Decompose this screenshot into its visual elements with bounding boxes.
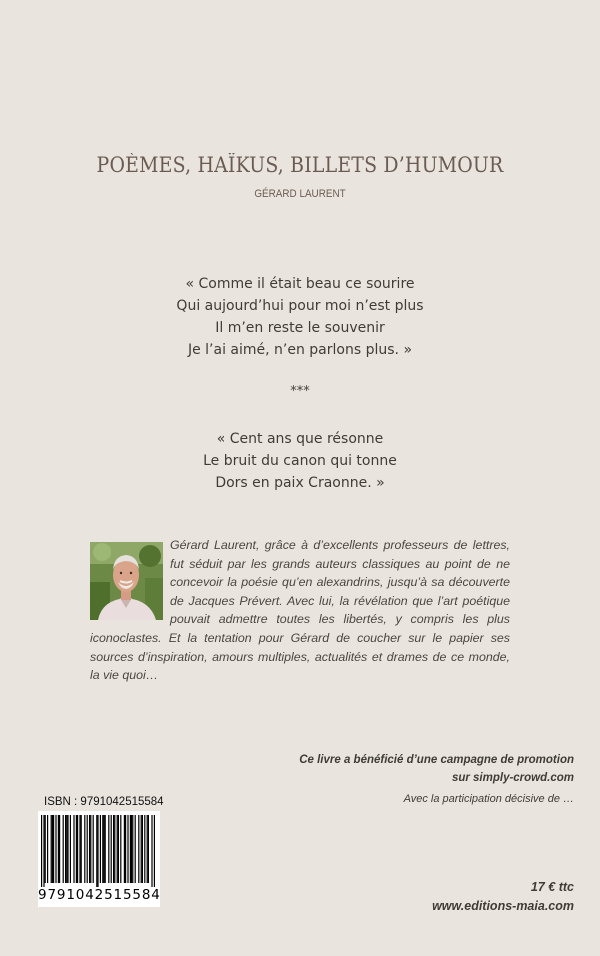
isbn-label: ISBN : 9791042515584 [44,796,164,808]
barcode-bar [55,815,56,883]
section-separator: *** [290,384,310,399]
barcode-bar [76,815,77,883]
barcode-bar [67,815,68,883]
barcode-bar [96,815,97,887]
participation-note: Avec la participation décisive de … [403,793,574,805]
barcode-bar [59,815,60,883]
barcode-digit: 1 [66,887,75,903]
barcode-bar [63,815,64,883]
barcode-bar [52,815,53,883]
barcode-digit: 8 [141,887,151,903]
barcode-bar [148,815,149,883]
poem-haiku [0,428,600,494]
barcode-bar [108,815,109,883]
barcode-bar [103,815,104,883]
barcode-bar [117,815,118,883]
barcode-digit: 5 [122,887,132,903]
barcode-icon [38,811,160,887]
poem-line: Dors en paix Craonne. » [215,475,385,491]
barcode-bar [141,815,142,883]
barcode-bar [100,815,101,883]
barcode-bar [89,815,90,883]
poem-line: « Comme il était beau ce sourire [185,276,415,292]
barcode-bar [43,815,44,887]
barcode-bar [66,815,67,883]
barcode-bar [47,815,48,883]
barcode-bar [132,815,133,883]
poem-line: Je l’ai aimé, n’en parlons plus. » [187,342,413,358]
poem-line: Qui aujourd’hui pour moi n’est plus [176,298,424,314]
poem-line: Il m’en reste le souvenir [215,320,385,336]
promotion-site: sur simply-crowd.com [451,772,574,784]
barcode-digit: 0 [75,887,85,903]
author-biography [90,536,510,685]
barcode-bar [102,815,103,883]
barcode-bar [79,815,80,883]
barcode-digit: 1 [113,887,123,903]
barcode-bar [41,815,42,887]
barcode-bar [124,815,125,883]
barcode-digit: 9 [56,887,66,903]
barcode-bar [118,815,119,883]
poem-quatrain [0,273,600,361]
publisher-website: www.editions-maia.com [432,899,574,913]
price: 17 € ttc [530,880,574,894]
barcode-bar [114,815,115,883]
barcode-bar [113,815,114,883]
barcode-bar [45,815,46,883]
promotion-notice [299,751,574,787]
barcode-bar [105,815,106,883]
barcode [38,811,160,907]
barcode-bar [58,815,59,883]
barcode-bar [135,815,136,883]
barcode-digits [38,887,160,903]
promotion-line: Ce livre a bénéficié d’une campagne de promotion [299,754,574,766]
barcode-bar [53,815,54,883]
poem-line: « Cent ans que résonne [216,431,384,447]
barcode-bar [111,815,112,883]
barcode-bar [90,815,91,883]
barcode-bar [120,815,121,883]
barcode-bar [131,815,132,883]
barcode-bar [144,815,145,883]
barcode-digit: 4 [85,887,94,903]
barcode-bar [73,815,74,883]
barcode-bar [151,815,152,887]
barcode-bar [65,815,66,883]
barcode-digit: 7 [47,887,57,903]
book-title: POÈMES, HAÏKUS, BILLETS D’HUMOUR [96,153,504,177]
barcode-bar [70,815,71,883]
book-author: GÉRARD LAURENT [254,188,346,200]
barcode-bar [84,815,85,883]
poem-line: Le bruit du canon qui tonne [203,453,397,469]
barcode-bar [81,815,82,883]
barcode-bar [87,815,88,883]
barcode-bar [127,815,128,883]
barcode-digit: 2 [94,887,104,903]
barcode-bar [93,815,94,883]
barcode-bar [147,815,148,883]
barcode-bar [142,815,143,883]
barcode-bar [130,815,131,883]
biography-text: Gérard Laurent, grâce à d’excellents professeurs de lettres, fut séduit par les grands auteurs classiques au point de ne concevoir la poésie qu’en alexandrins, jusqu’à sa découverte de Jacques Prévert. Avec lui, la révélation que l’art poétique pouvait admettre toutes les libertés, y compris les plus iconoclastes. Et la tentation pour Gérard de coucher sur le papier ses sources d’inspiration, amours multiples, actualités et drames de ce monde, la vie quoi… [90,538,510,683]
barcode-digit: 9 [38,887,47,903]
barcode-bar [125,815,126,883]
barcode-bar [97,815,98,887]
barcode-digit: 4 [151,887,160,903]
barcode-bar [138,815,139,883]
barcode-bar [51,815,52,883]
barcode-bar [154,815,155,887]
barcode-digit: 5 [132,887,141,903]
barcode-bar [77,815,78,883]
barcode-digit: 5 [104,887,113,903]
